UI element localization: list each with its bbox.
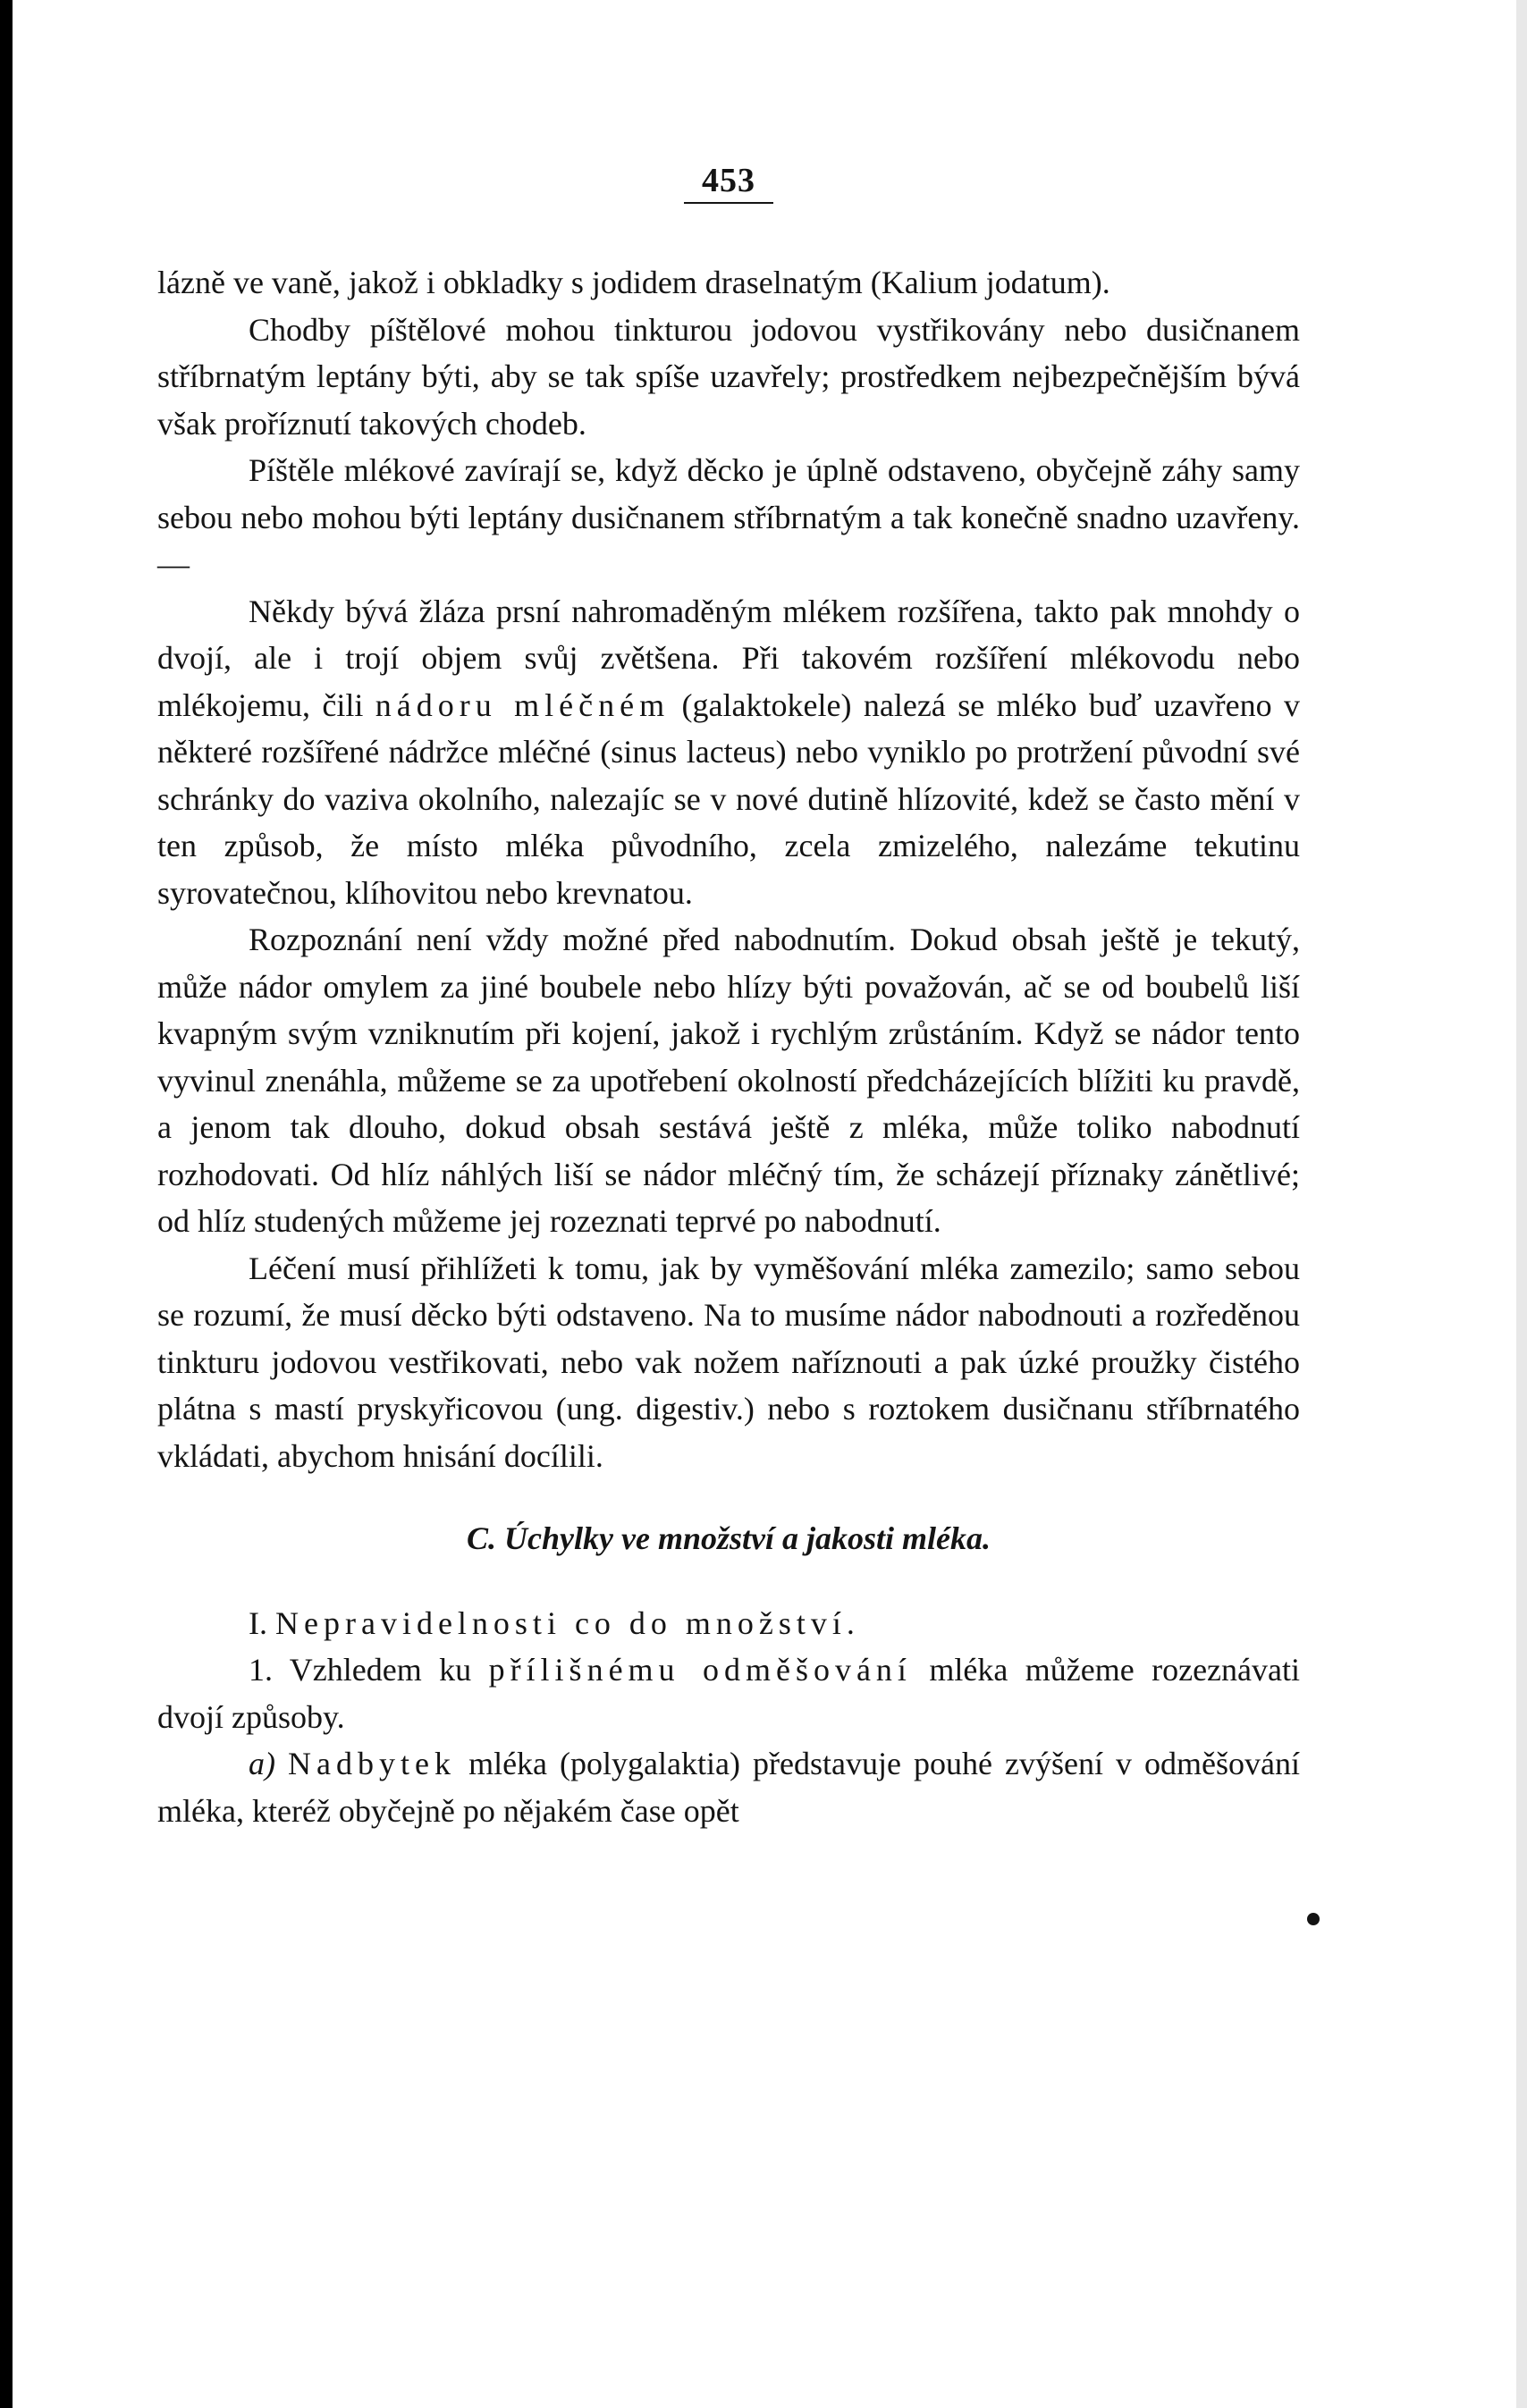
paragraph: Píštěle mlékové zavírají se, když děcko je úplně odstaveno, obyčejně záhy samy sebou nebo mohou býti leptány dusičnanem stříbrnatým a tak konečně snadno uzavřeny. — (157, 452, 1300, 582)
paragraph-text: (galaktokele) nalezá se mléko buď uzavřeno v některé rozšířené nádržce mléčné (sinus lacteus) nebo vyniklo po protržení původní své schránky do vaziva okolního, nalezajíc se v nové dutině hlízovité, kdež se často mění v ten způsob, že místo mléka původního, zcela zmizelého, nalezáme tekutinu syrovatečnou, klíhovitou nebo krevnatou. (157, 686, 1301, 911)
paragraph (157, 1740, 1300, 1834)
paragraph: lázně ve vaně, jakož i obkladky s jodidem draselnatým (Kalium jodatum). (157, 265, 1110, 300)
paragraph (157, 1646, 1300, 1740)
body-text (157, 259, 1300, 1834)
paragraph-text: 1. Vzhledem ku (249, 1652, 472, 1688)
paragraph-text: mléka (polygalaktia) představuje pouhé zvýšení v odměšování mléka, kteréž obyčejně po nějakém čase opět (157, 1746, 1301, 1829)
spaced-term: nádoru mléčném (375, 686, 671, 723)
spaced-term: Nadbytek (288, 1746, 457, 1781)
paragraph (157, 588, 1300, 917)
subsection-number: I. (249, 1604, 267, 1641)
section-heading: C. Úchylky ve množství a jakosti mléka. (467, 1520, 991, 1556)
paragraph-text: Někdy bývá žláza prsní nahromaděným mlékem rozšířena, takto pak mnohdy o dvojí, ale i trojí objem svůj zvětšena. Při takovém rozšíření mlékovodu nebo mlékojemu, čili (157, 593, 1300, 723)
paragraph: Rozpoznání není vždy možné před nabodnutím. Dokud obsah ještě je tekutý, může nádor omylem za jiné boubele nebo hlízy býti považován, ač se od boubelů liší kvapným svým vzniknutím při kojení, jakož i rychlým zrůstáním. Když se nádor tento vyvinul znenáhla, můžeme se za upotřebení okolností předcházejících blížiti ku pravdě, a jenom tak dlouho, dokud obsah sestává ještě z mléka, může toliko nabodnutí rozhodovati. Od hlíz náhlých liší se nádor mléčný tím, že scházejí příznaky zánětlivé; od hlíz studených můžeme jej rozeznati teprvé po nabodnutí. (157, 922, 1300, 1239)
item-label: a) (249, 1746, 275, 1781)
subsection-heading (157, 1600, 1300, 1647)
page-number: 453 (157, 161, 1300, 204)
ink-dot (1307, 1913, 1320, 1925)
spaced-term: přílišnému odměšování (488, 1652, 912, 1688)
book-page (157, 0, 1300, 2408)
paragraph: Léčení musí přihlížeti k tomu, jak by vyměšování mléka zamezilo; samo sebou se rozumí, že musí děcko býti odstaveno. Na to musíme nádor nabodnouti a rozředěnou tinkturu jodovou vestřikovati, nebo vak nožem naříznouti a pak úzké proužky čistého plátna s mastí pryskyřicovou (ung. digestiv.) nebo s roztokem dusičnanu stříbrnatého vkládati, abychom hnisání docílili. (157, 1250, 1300, 1474)
paragraph-text: mléka můžeme rozeznávati dvojí způsoby. (157, 1652, 1300, 1735)
paragraph: Chodby píštělové mohou tinkturou jodovou vystřikovány nebo dusičnanem stříbrnatým leptány býti, aby se tak spíše uzavřely; prostředkem nejbezpečnějším bývá však proříznutí takových chodeb. (157, 311, 1300, 442)
subsection-title: Nepravidelnosti co do množství. (275, 1604, 860, 1641)
scan-right-edge (1516, 0, 1527, 2408)
scan-left-edge (0, 0, 13, 2408)
